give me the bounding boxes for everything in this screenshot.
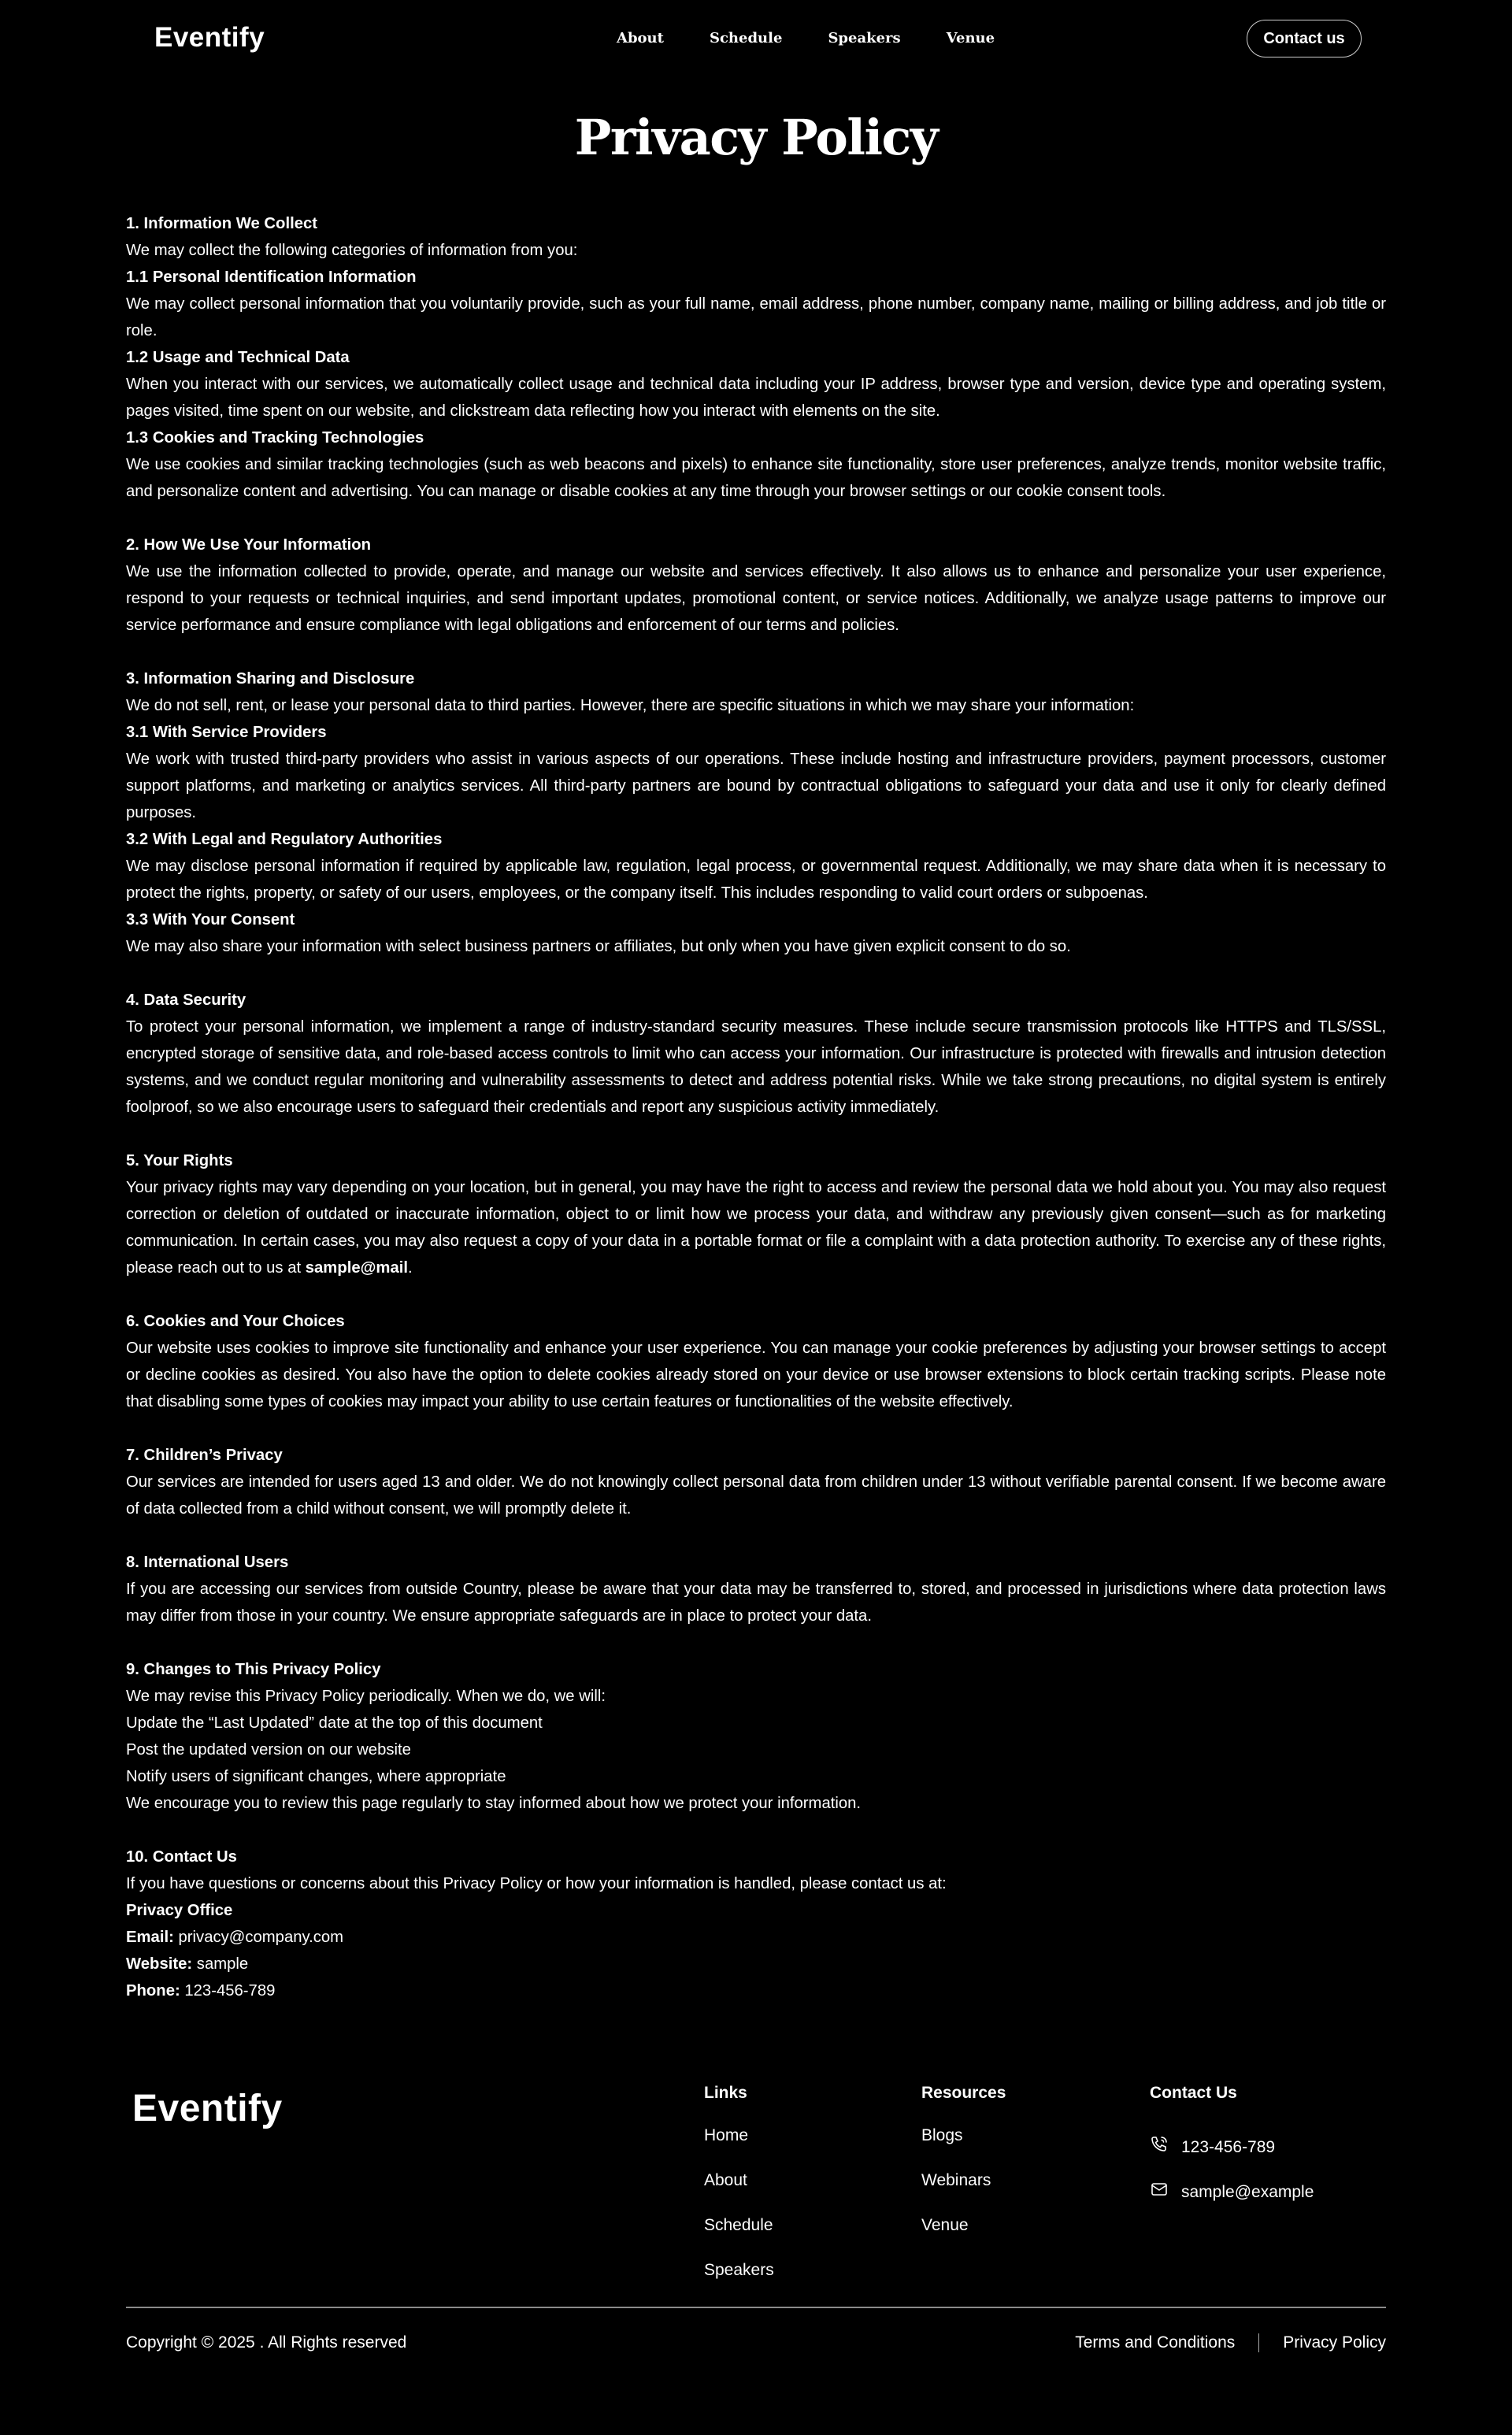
paragraph bbox=[126, 1174, 1386, 1281]
subsection-heading: 1.1 Personal Identification Information bbox=[126, 269, 417, 286]
footer-divider bbox=[126, 2307, 1386, 2308]
subsection-heading: 3.1 With Service Providers bbox=[126, 724, 327, 741]
footer-link-webinars[interactable]: Webinars bbox=[921, 2171, 991, 2189]
section-heading: 1. Information We Collect bbox=[126, 215, 318, 232]
rights-text: Your privacy rights may vary depending on your location, but in general, you may have the right to access and review the personal data we hold about you. You may also request correction or deletion of outdated or inaccurate information, object to or limit how we process your data, and withdraw any previously given consent—such as for marketing communication. In certain cases, you may also request a copy of your data in a portable format or file a complaint with a data protection authority. To exercise any of these rights, please reach out to us at bbox=[126, 1179, 1386, 1277]
footer-phone-row[interactable] bbox=[1150, 2125, 1314, 2170]
paragraph: We may disclose personal information if required by applicable law, regulation, legal process, or governmental request. Additionally, we may share data when it is necessary to protect the rights, property, or safety of our users, employees, or the company itself. This includes responding to valid court orders or subpoenas. bbox=[126, 858, 1386, 902]
nav-link-speakers[interactable]: Speakers bbox=[828, 30, 901, 46]
section-heading: 10. Contact Us bbox=[126, 1848, 237, 1866]
paragraph: We do not sell, rent, or lease your personal data to third parties. However, there are specific situations in which we may share your information: bbox=[126, 697, 1135, 714]
nav-link-venue[interactable]: Venue bbox=[946, 30, 995, 46]
subsection-heading: 1.3 Cookies and Tracking Technologies bbox=[126, 429, 424, 447]
nav-links bbox=[617, 30, 1040, 46]
paragraph: We may collect the following categories of information from you: bbox=[126, 242, 578, 259]
section-heading: 3. Information Sharing and Disclosure bbox=[126, 670, 415, 688]
footer-link-speakers[interactable]: Speakers bbox=[704, 2261, 774, 2279]
footer-legal-links bbox=[1075, 2333, 1386, 2352]
phone-label: Phone: bbox=[126, 1982, 180, 2000]
footer-links-title: Links bbox=[704, 2084, 747, 2102]
mail-icon bbox=[1150, 2180, 1181, 2205]
subsection-heading: 3.2 With Legal and Regulatory Authorities bbox=[126, 831, 443, 848]
email-label: Email: bbox=[126, 1929, 174, 1946]
phone-icon bbox=[1150, 2135, 1181, 2160]
footer-link-schedule[interactable]: Schedule bbox=[704, 2216, 773, 2234]
top-nav bbox=[0, 0, 1512, 79]
paragraph: We use the information collected to provide, operate, and manage our website and services effectively. It also allows us to enhance and personalize your user experience, respond to your requests or technical inquiries, and send important updates, promotional content, or service notices. Additionally, we analyze usage patterns to improve our service performance and ensure compliance with legal obligations and enforcement of our terms and policies. bbox=[126, 563, 1386, 634]
contact-website[interactable]: sample bbox=[196, 1955, 249, 1973]
paragraph: If you are accessing our services from outside Country, please be aware that your data may be transferred to, stored, and processed in jurisdictions where data protection laws may differ from those in your country. We ensure appropriate safeguards are in place to protect your data. bbox=[126, 1581, 1386, 1625]
nav-link-schedule[interactable]: Schedule bbox=[709, 30, 783, 46]
footer-logo[interactable]: Eventify bbox=[132, 2088, 283, 2129]
footer-email-row[interactable] bbox=[1150, 2170, 1314, 2214]
rights-email-link[interactable]: sample@mail bbox=[305, 1259, 409, 1277]
list-item: Update the “Last Updated” date at the top of this document bbox=[126, 1714, 543, 1732]
footer-link-about[interactable]: About bbox=[704, 2171, 747, 2189]
period: . bbox=[408, 1259, 413, 1277]
contact-us-button[interactable]: Contact us bbox=[1247, 20, 1362, 57]
paragraph: To protect your personal information, we implement a range of industry-standard security measures. These include secure transmission protocols like HTTPS and TLS/SSL, encrypted storage of sensitive data, and role-based access controls to limit who can access your information. Our infrastructure is protected with firewalls and intrusion detection systems, and we conduct regular monitoring and vulnerability assessments to detect and address potential risks. While we take strong precautions, no digital system is entirely foolproof, so we also encourage users to safeguard their credentials and report any suspicious activity immediately. bbox=[126, 1018, 1386, 1116]
footer-phone: 123-456-789 bbox=[1181, 2137, 1276, 2156]
paragraph: We may also share your information with select business partners or affiliates, but only when you have given explicit consent to do so. bbox=[126, 938, 1071, 955]
footer-email: sample@example bbox=[1181, 2182, 1314, 2201]
section-heading: 2. How We Use Your Information bbox=[126, 536, 372, 554]
list-item: Post the updated version on our website bbox=[126, 1741, 411, 1759]
terms-link[interactable]: Terms and Conditions bbox=[1075, 2333, 1236, 2352]
footer-contact-title: Contact Us bbox=[1150, 2084, 1237, 2102]
contact-phone-line bbox=[126, 1977, 1386, 2004]
list-item: Notify users of significant changes, where appropriate bbox=[126, 1768, 506, 1785]
subsection-heading: 3.3 With Your Consent bbox=[126, 911, 295, 928]
logo[interactable]: Eventify bbox=[154, 22, 265, 53]
paragraph: When you interact with our services, we automatically collect usage and technical data including your IP address, browser type and version, device type and operating system, pages visited, time spent on our website, and clickstream data reflecting how you interact with elements on the site. bbox=[126, 376, 1386, 420]
policy-content bbox=[126, 210, 1386, 2004]
footer-link-blogs[interactable]: Blogs bbox=[921, 2126, 963, 2144]
section-heading: 7. Children’s Privacy bbox=[126, 1447, 283, 1464]
privacy-office-label: Privacy Office bbox=[126, 1902, 233, 1919]
section-heading: 9. Changes to This Privacy Policy bbox=[126, 1661, 381, 1678]
copyright: Copyright © 2025 . All Rights reserved bbox=[126, 2333, 407, 2352]
subsection-heading: 1.2 Usage and Technical Data bbox=[126, 349, 350, 366]
footer-link-venue[interactable]: Venue bbox=[921, 2216, 969, 2234]
contact-website-line bbox=[126, 1951, 1386, 1977]
website-label: Website: bbox=[126, 1955, 193, 1973]
footer-resources-title: Resources bbox=[921, 2084, 1006, 2102]
contact-email[interactable]: privacy@company.com bbox=[178, 1929, 344, 1946]
paragraph: We work with trusted third-party providers who assist in various aspects of our operations. These include hosting and infrastructure providers, payment processors, customer support platforms, and marketing or analytics services. All third-party partners are bound by contractual obligations to safeguard your data and use it only for clearly defined purposes. bbox=[126, 751, 1386, 821]
legal-separator bbox=[1258, 2333, 1259, 2352]
paragraph: We may revise this Privacy Policy periodically. When we do, we will: bbox=[126, 1688, 606, 1705]
contact-email-line bbox=[126, 1924, 1386, 1951]
privacy-policy-link[interactable]: Privacy Policy bbox=[1283, 2333, 1386, 2352]
paragraph: If you have questions or concerns about this Privacy Policy or how your information is handled, please contact us at: bbox=[126, 1875, 947, 1892]
section-heading: 8. International Users bbox=[126, 1554, 289, 1571]
paragraph: We use cookies and similar tracking technologies (such as web beacons and pixels) to enhance site functionality, store user preferences, analyze trends, monitor website traffic, and personalize content and advertising. You can manage or disable cookies at any time through your browser settings or our cookie consent tools. bbox=[126, 456, 1386, 500]
nav-link-about[interactable]: About bbox=[617, 30, 664, 46]
page-title: Privacy Policy bbox=[574, 109, 938, 166]
paragraph: Our services are intended for users aged 13 and older. We do not knowingly collect personal data from children under 13 without verifiable parental consent. If we become aware of data collected from a child without consent, we will promptly delete it. bbox=[126, 1473, 1386, 1518]
section-heading: 6. Cookies and Your Choices bbox=[126, 1313, 345, 1330]
footer-resources-column bbox=[921, 2084, 1006, 2259]
section-heading: 4. Data Security bbox=[126, 991, 246, 1009]
footer-links-column bbox=[704, 2084, 774, 2304]
section-heading: 5. Your Rights bbox=[126, 1152, 233, 1169]
footer-link-home[interactable]: Home bbox=[704, 2126, 749, 2144]
paragraph: Our website uses cookies to improve site functionality and enhance your user experience. You can manage your cookie preferences by adjusting your browser settings to accept or decline cookies as desired. You also have the option to delete cookies already stored on your device or use browser extensions to block certain tracking scripts. Please note that disabling some types of cookies may impact your ability to use certain features or functionalities of the website effectively. bbox=[126, 1340, 1386, 1410]
paragraph: We may collect personal information that you voluntarily provide, such as your full name, email address, phone number, company name, mailing or billing address, and job title or role. bbox=[126, 295, 1386, 339]
paragraph: We encourage you to review this page regularly to stay informed about how we protect your information. bbox=[126, 1795, 862, 1812]
contact-phone[interactable]: 123-456-789 bbox=[184, 1982, 276, 2000]
footer-contact-column bbox=[1150, 2084, 1314, 2214]
